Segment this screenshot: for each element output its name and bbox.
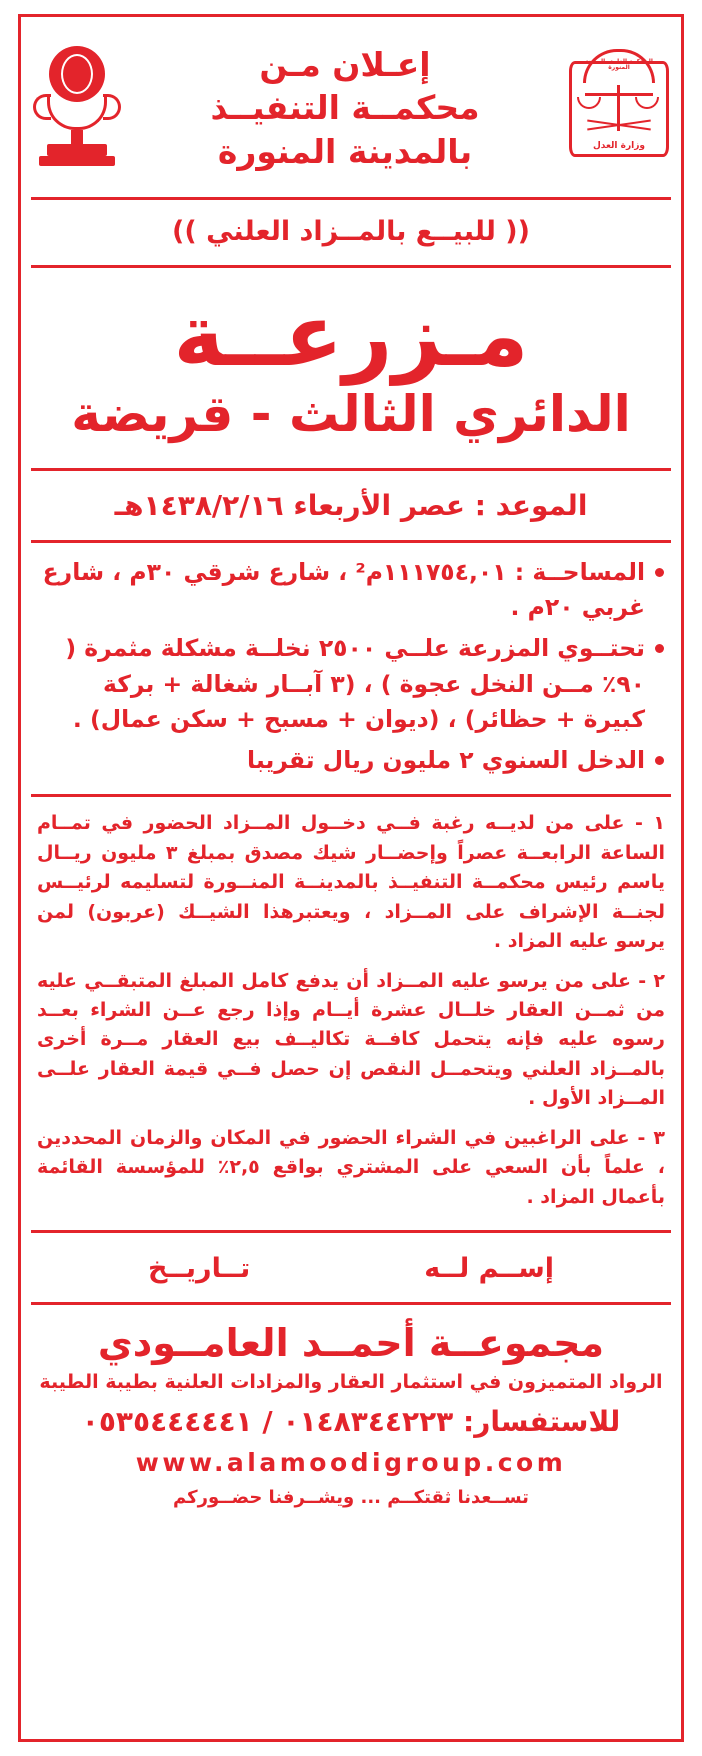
property-title: مـزرعــة <box>173 286 529 386</box>
contact-phones[interactable]: للاستفسار: ٠١٤٨٣٤٤٢٢٣ / ٠٥٣٥٤٤٤٤٤١ <box>81 1405 621 1439</box>
auction-date: الموعد : عصر الأربعاء ١٤٣٨/٢/١٦هـ <box>114 488 588 522</box>
signature-date-label: تــاريــخ <box>147 1253 251 1285</box>
website-link[interactable]: www.alamoodigroup.com <box>135 1448 567 1478</box>
header-title-line-1: إعـلان مـن <box>259 44 431 84</box>
divider-5 <box>31 794 671 797</box>
condition-item: ٣ - على الراغبين في الشراء الحضور في المكان والزمان المحددين ، علماً بأن السعي على المشتري بواقع ٢,٥٪ للمؤسسة القائمة بأعمال المزاد . <box>37 1126 665 1208</box>
property-location: الدائري الثالث - قريضة <box>71 384 631 443</box>
header-title-line-3: بالمدينة المنورة <box>217 131 473 171</box>
condition-item: ٢ - على من يرسو عليه المــزاد أن يدفع كامل المبلغ المتبقــي عليه من ثمــن العقار خلــال عشرة أيــام وإذا رجع عــن الشراء بعــد رسوه عليه فإنه يتحمل كافــة تكاليــف بيع العقار مــرة أخرى بالمــزاد العلني ويتحمــل النقص إن حصل فــي قيمة العقار علــى المــزاد الأول . <box>37 969 665 1110</box>
emblem-arch-text: المحكمة العامة بالمدينة المنورة <box>585 58 653 71</box>
ad-header <box>31 23 671 193</box>
divider-4 <box>31 540 671 543</box>
signature-name-label: إســم لــه <box>424 1253 555 1285</box>
divider-6 <box>31 1230 671 1233</box>
property-details-list <box>31 547 671 791</box>
divider-7 <box>31 1302 671 1305</box>
page-title <box>123 43 567 174</box>
header-title-line-2: محكمــة التنفيــذ <box>210 88 480 128</box>
emblem-base-text: وزارة العدل <box>592 141 646 151</box>
divider-1 <box>31 197 671 200</box>
company-tagline: الرواد المتميزون في استثمار العقار والمزادات العلنية بطيبة الطيبة <box>39 1371 663 1394</box>
list-item: المساحــة : ١١١٧٥٤,٠١م² ، شارع شرقي ٣٠م ، شارع غربي ٢٠م . <box>35 555 667 626</box>
justice-scales-emblem-icon <box>567 45 671 171</box>
list-item: الدخل السنوي ٢ مليون ريال تقريبا <box>35 743 667 778</box>
divider-3 <box>31 468 671 471</box>
ad-content <box>21 17 681 1739</box>
globe-trophy-icon <box>31 44 123 172</box>
ad-border-frame <box>18 14 684 1742</box>
condition-item: ١ - على من لديــه رغبة فــي دخــول المــزاد الحضور في تمــام الساعة الرابعــة عصراً وإحضــار شيك مصدق بمبلغ ٣ مليون ريــال ياسم رئيس محكمــة التنفيــذ بالمدينــة المنــورة لتسليمه لرئيــس لجنــة الإشراف على المــزاد ، ويعتبرهذا الشيــك (عربون) لمن يرسو عليه المزاد . <box>37 812 665 953</box>
auction-conditions <box>31 801 671 1226</box>
sale-type-label: (( للبيــع بالمــزاد العلني )) <box>172 216 530 247</box>
list-item: تحتــوي المزرعة علــي ٢٥٠٠ نخلــة مشكلة مثمرة ( ٩٠٪ مــن النخل عجوة ) ، (٣ آبــار شغالة + بركة كبيرة + حظائر) ، (ديوان + مسبح + سكن عمال) . <box>35 631 667 737</box>
company-name: مجموعــة أحمــد العامــودي <box>97 1321 605 1366</box>
signature-row <box>31 1237 671 1298</box>
divider-2 <box>31 265 671 268</box>
closing-note: تســعدنا ثقتكــم ... ويشــرفنا حضــوركم <box>173 1487 529 1509</box>
